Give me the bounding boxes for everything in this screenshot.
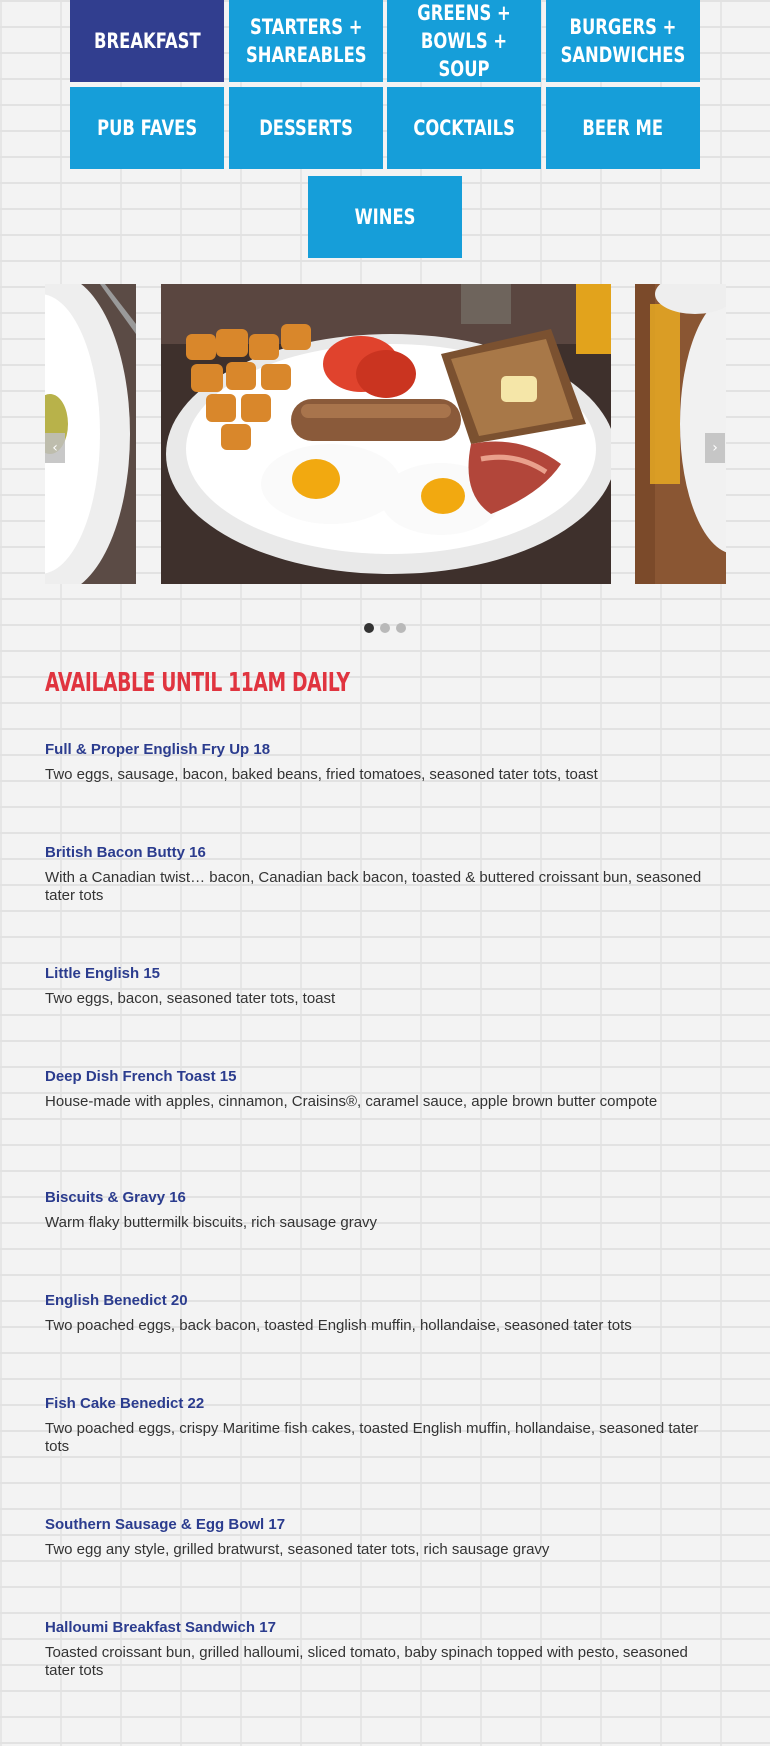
tab-wines[interactable]: WINES: [308, 176, 462, 258]
menu-item-title: Biscuits & Gravy 16: [45, 1189, 186, 1206]
menu-item-description: Toasted croissant bun, grilled halloumi, sliced tomato, baby spinach topped with pesto, seasoned tater tots: [45, 1644, 688, 1679]
menu-item: [45, 740, 705, 784]
menu-item: [45, 1188, 705, 1232]
menu-item-description: Warm flaky buttermilk biscuits, rich sausage gravy: [45, 1214, 378, 1231]
menu-item-title: Halloumi Breakfast Sandwich 17: [45, 1619, 276, 1636]
menu-item: [45, 1515, 705, 1559]
menu-item-description: Two poached eggs, crispy Maritime fish cakes, toasted English muffin, hollandaise, seasoned tater tots: [45, 1420, 699, 1455]
photo-carousel[interactable]: [45, 284, 726, 584]
menu-item-title: Deep Dish French Toast 15: [45, 1068, 237, 1085]
carousel-dot-2[interactable]: [380, 623, 390, 633]
menu-item-title: Little English 15: [45, 965, 161, 982]
chevron-left-icon: ‹: [52, 440, 58, 456]
menu-item-description: Two poached eggs, back bacon, toasted English muffin, hollandaise, seasoned tater tots: [45, 1317, 632, 1334]
menu-item: [45, 843, 705, 905]
menu-item-description: Two eggs, bacon, seasoned tater tots, toast: [45, 990, 336, 1007]
chevron-right-icon: ›: [712, 440, 718, 456]
menu-item-title: Fish Cake Benedict 22: [45, 1395, 205, 1412]
tab-burgers-sandwiches[interactable]: BURGERS + SANDWICHES: [546, 0, 700, 82]
menu-item-description: Two egg any style, grilled bratwurst, seasoned tater tots, rich sausage gravy: [45, 1541, 550, 1558]
menu-item-description: House-made with apples, cinnamon, Craisins®, caramel sauce, apple brown butter compote: [45, 1093, 658, 1110]
menu-item: [45, 964, 705, 1008]
menu-item-title: British Bacon Butty 16: [45, 844, 206, 861]
tab-cocktails[interactable]: COCKTAILS: [387, 87, 541, 169]
tab-starters-shareables[interactable]: STARTERS + SHAREABLES: [229, 0, 383, 82]
carousel-prev-button[interactable]: [45, 433, 65, 463]
menu-item: [45, 1618, 705, 1680]
full-english-breakfast-photo: [161, 284, 611, 584]
menu-item: [45, 1067, 705, 1111]
carousel-dots: [0, 623, 770, 633]
tab-greens-bowls-soup[interactable]: GREENS + BOWLS + SOUP: [387, 0, 541, 82]
menu-item-title: Full & Proper English Fry Up 18: [45, 741, 271, 758]
tab-desserts[interactable]: DESSERTS: [229, 87, 383, 169]
menu-item-description: Two eggs, sausage, bacon, baked beans, fried tomatoes, seasoned tater tots, toast: [45, 766, 598, 783]
carousel-dot-3[interactable]: [396, 623, 406, 633]
carousel-dot-1[interactable]: [364, 623, 374, 633]
menu-item: [45, 1394, 705, 1456]
tab-beer-me[interactable]: BEER ME: [546, 87, 700, 169]
carousel-next-button[interactable]: [705, 433, 725, 463]
tab-pub-faves[interactable]: PUB FAVES: [70, 87, 224, 169]
tab-breakfast[interactable]: BREAKFAST: [70, 0, 224, 82]
menu-item-description: With a Canadian twist… bacon, Canadian back bacon, toasted & buttered croissant bun, seasoned tater tots: [45, 869, 702, 904]
menu-item: [45, 1291, 705, 1335]
availability-heading: AVAILABLE UNTIL 11AM DAILY: [45, 668, 350, 698]
menu-item-title: Southern Sausage & Egg Bowl 17: [45, 1516, 286, 1533]
menu-item-title: English Benedict 20: [45, 1292, 188, 1309]
carousel-slide-active[interactable]: [161, 284, 611, 584]
